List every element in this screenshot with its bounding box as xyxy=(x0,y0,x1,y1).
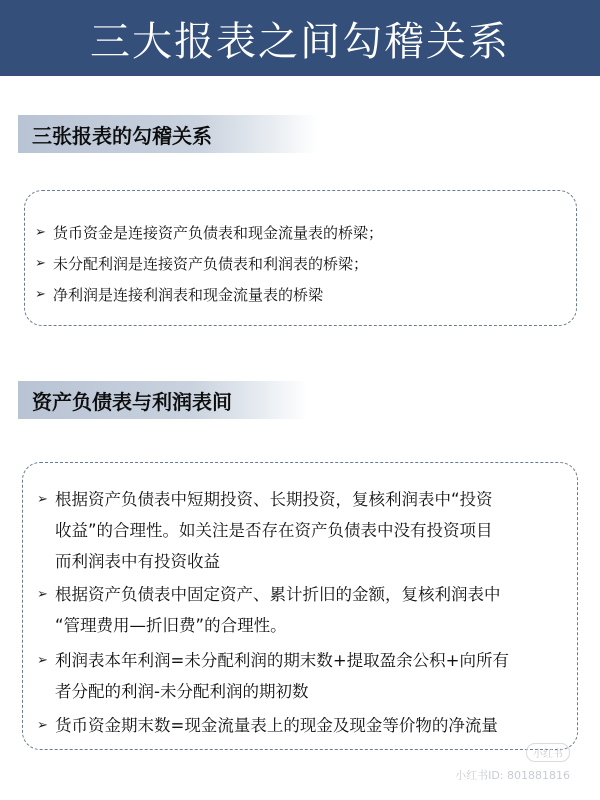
arrow-bullet-icon: ➢ xyxy=(35,225,46,240)
watermark: 小红书ID: 801881816 xyxy=(455,769,570,782)
list-item: ➢ 利润表本年利润=未分配利润的期末数+提取盈余公积+向所有 者分配的利润-未分配利润的期初数 xyxy=(37,645,567,707)
balance-income-box xyxy=(22,462,578,750)
arrow-bullet-icon: ➢ xyxy=(37,653,48,668)
arrow-bullet-icon: ➢ xyxy=(35,256,46,271)
page-title: 三大报表之间勾稽关系 xyxy=(90,18,510,65)
arrow-bullet-icon: ➢ xyxy=(35,287,46,302)
arrow-bullet-icon: ➢ xyxy=(37,492,48,507)
title-banner xyxy=(0,0,600,76)
list-item: ➢ 货币资金期末数=现金流量表上的现金及现金等价物的净流量 xyxy=(37,710,567,741)
three-statements-box xyxy=(24,190,577,326)
list-item: ➢ 未分配利润是连接资产负债表和利润表的桥梁； xyxy=(35,255,369,273)
watermark-badge: 小红书 xyxy=(526,743,570,762)
section-heading-balance-income: 资产负债表与利润表间 xyxy=(18,381,308,419)
section-heading-three-statements: 三张报表的勾稽关系 xyxy=(18,115,318,153)
list-item: ➢ 根据资产负债表中固定资产、累计折旧的金额，复核利润表中 “管理费用—折旧费”的合理性。 xyxy=(37,579,567,641)
arrow-bullet-icon: ➢ xyxy=(37,718,48,733)
arrow-bullet-icon: ➢ xyxy=(37,587,48,602)
list-item: ➢ 净利润是连接利润表和现金流量表的桥梁 xyxy=(35,286,324,304)
list-item: ➢ 根据资产负债表中短期投资、长期投资，复核利润表中“投资 收益”的合理性。如关注是否存在资产负债表中没有投资项目 而利润表中有投资收益 xyxy=(37,484,567,577)
list-item: ➢ 货币资金是连接资产负债表和现金流量表的桥梁； xyxy=(35,224,384,242)
